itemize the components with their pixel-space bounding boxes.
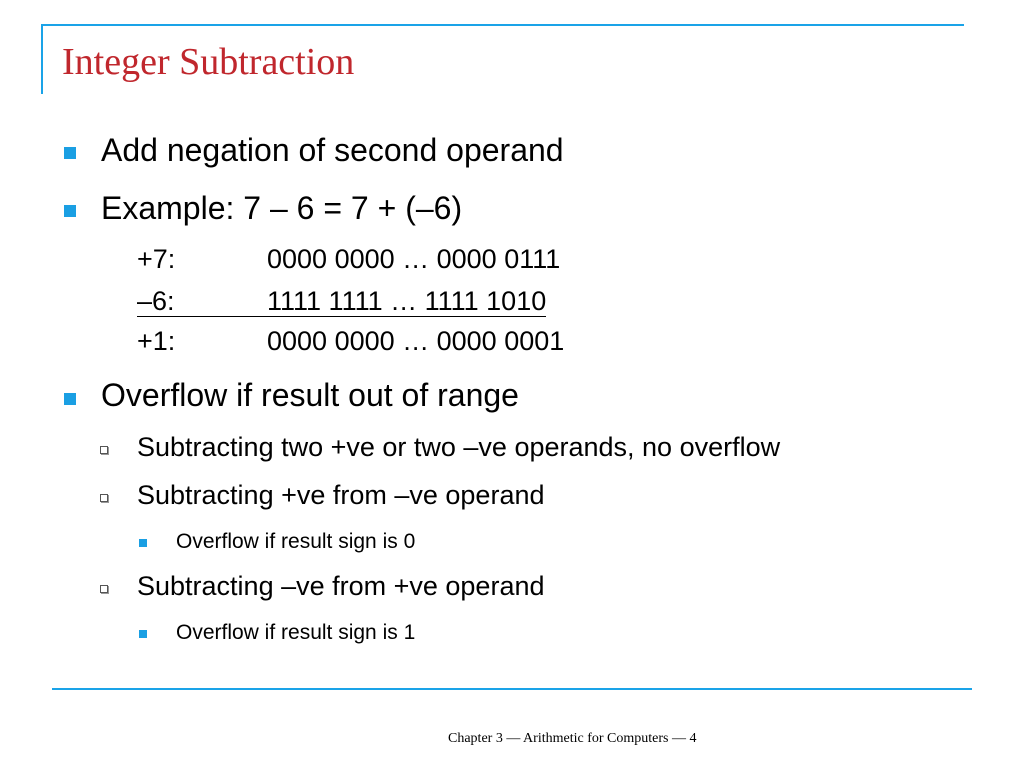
example-value: 0000 0000 … 0000 0111 xyxy=(267,244,561,274)
example-label: –6: xyxy=(137,286,175,316)
sub-bullet-no-overflow: Subtracting two +ve or two –ve operands, no overflow xyxy=(137,432,781,462)
title-frame-left-line xyxy=(41,24,43,94)
bullet-example: Example: 7 – 6 = 7 + (–6) xyxy=(101,190,463,226)
example-label: +1: xyxy=(137,326,176,356)
hollow-square-bullet-icon xyxy=(100,446,108,454)
example-row-plus1 xyxy=(137,326,564,357)
example-value: 1111 1111 … 1111 1010 xyxy=(267,286,547,316)
square-bullet-icon xyxy=(64,393,76,405)
example-row-plus7 xyxy=(137,244,560,275)
example-row-minus6 xyxy=(137,286,546,317)
slide-footer: Chapter 3 — Arithmetic for Computers — 4 xyxy=(448,731,697,746)
footer-divider-line xyxy=(52,688,972,690)
example-label: +7: xyxy=(137,244,176,274)
sub-bullet-pos-from-neg: Subtracting +ve from –ve operand xyxy=(137,480,545,510)
bullet-overflow: Overflow if result out of range xyxy=(101,377,519,413)
sub-bullet-neg-from-pos: Subtracting –ve from +ve operand xyxy=(137,571,545,601)
bullet-negation: Add negation of second operand xyxy=(101,132,564,168)
example-value: 0000 0000 … 0000 0001 xyxy=(267,326,565,356)
square-bullet-icon xyxy=(139,539,147,547)
slide-title: Integer Subtraction xyxy=(62,41,355,83)
sub-sub-bullet-sign-1: Overflow if result sign is 1 xyxy=(176,621,416,644)
square-bullet-icon xyxy=(139,630,147,638)
hollow-square-bullet-icon xyxy=(100,585,108,593)
square-bullet-icon xyxy=(64,205,76,217)
title-frame-top-line xyxy=(42,24,964,26)
hollow-square-bullet-icon xyxy=(100,494,108,502)
square-bullet-icon xyxy=(64,147,76,159)
sub-sub-bullet-sign-0: Overflow if result sign is 0 xyxy=(176,530,416,553)
